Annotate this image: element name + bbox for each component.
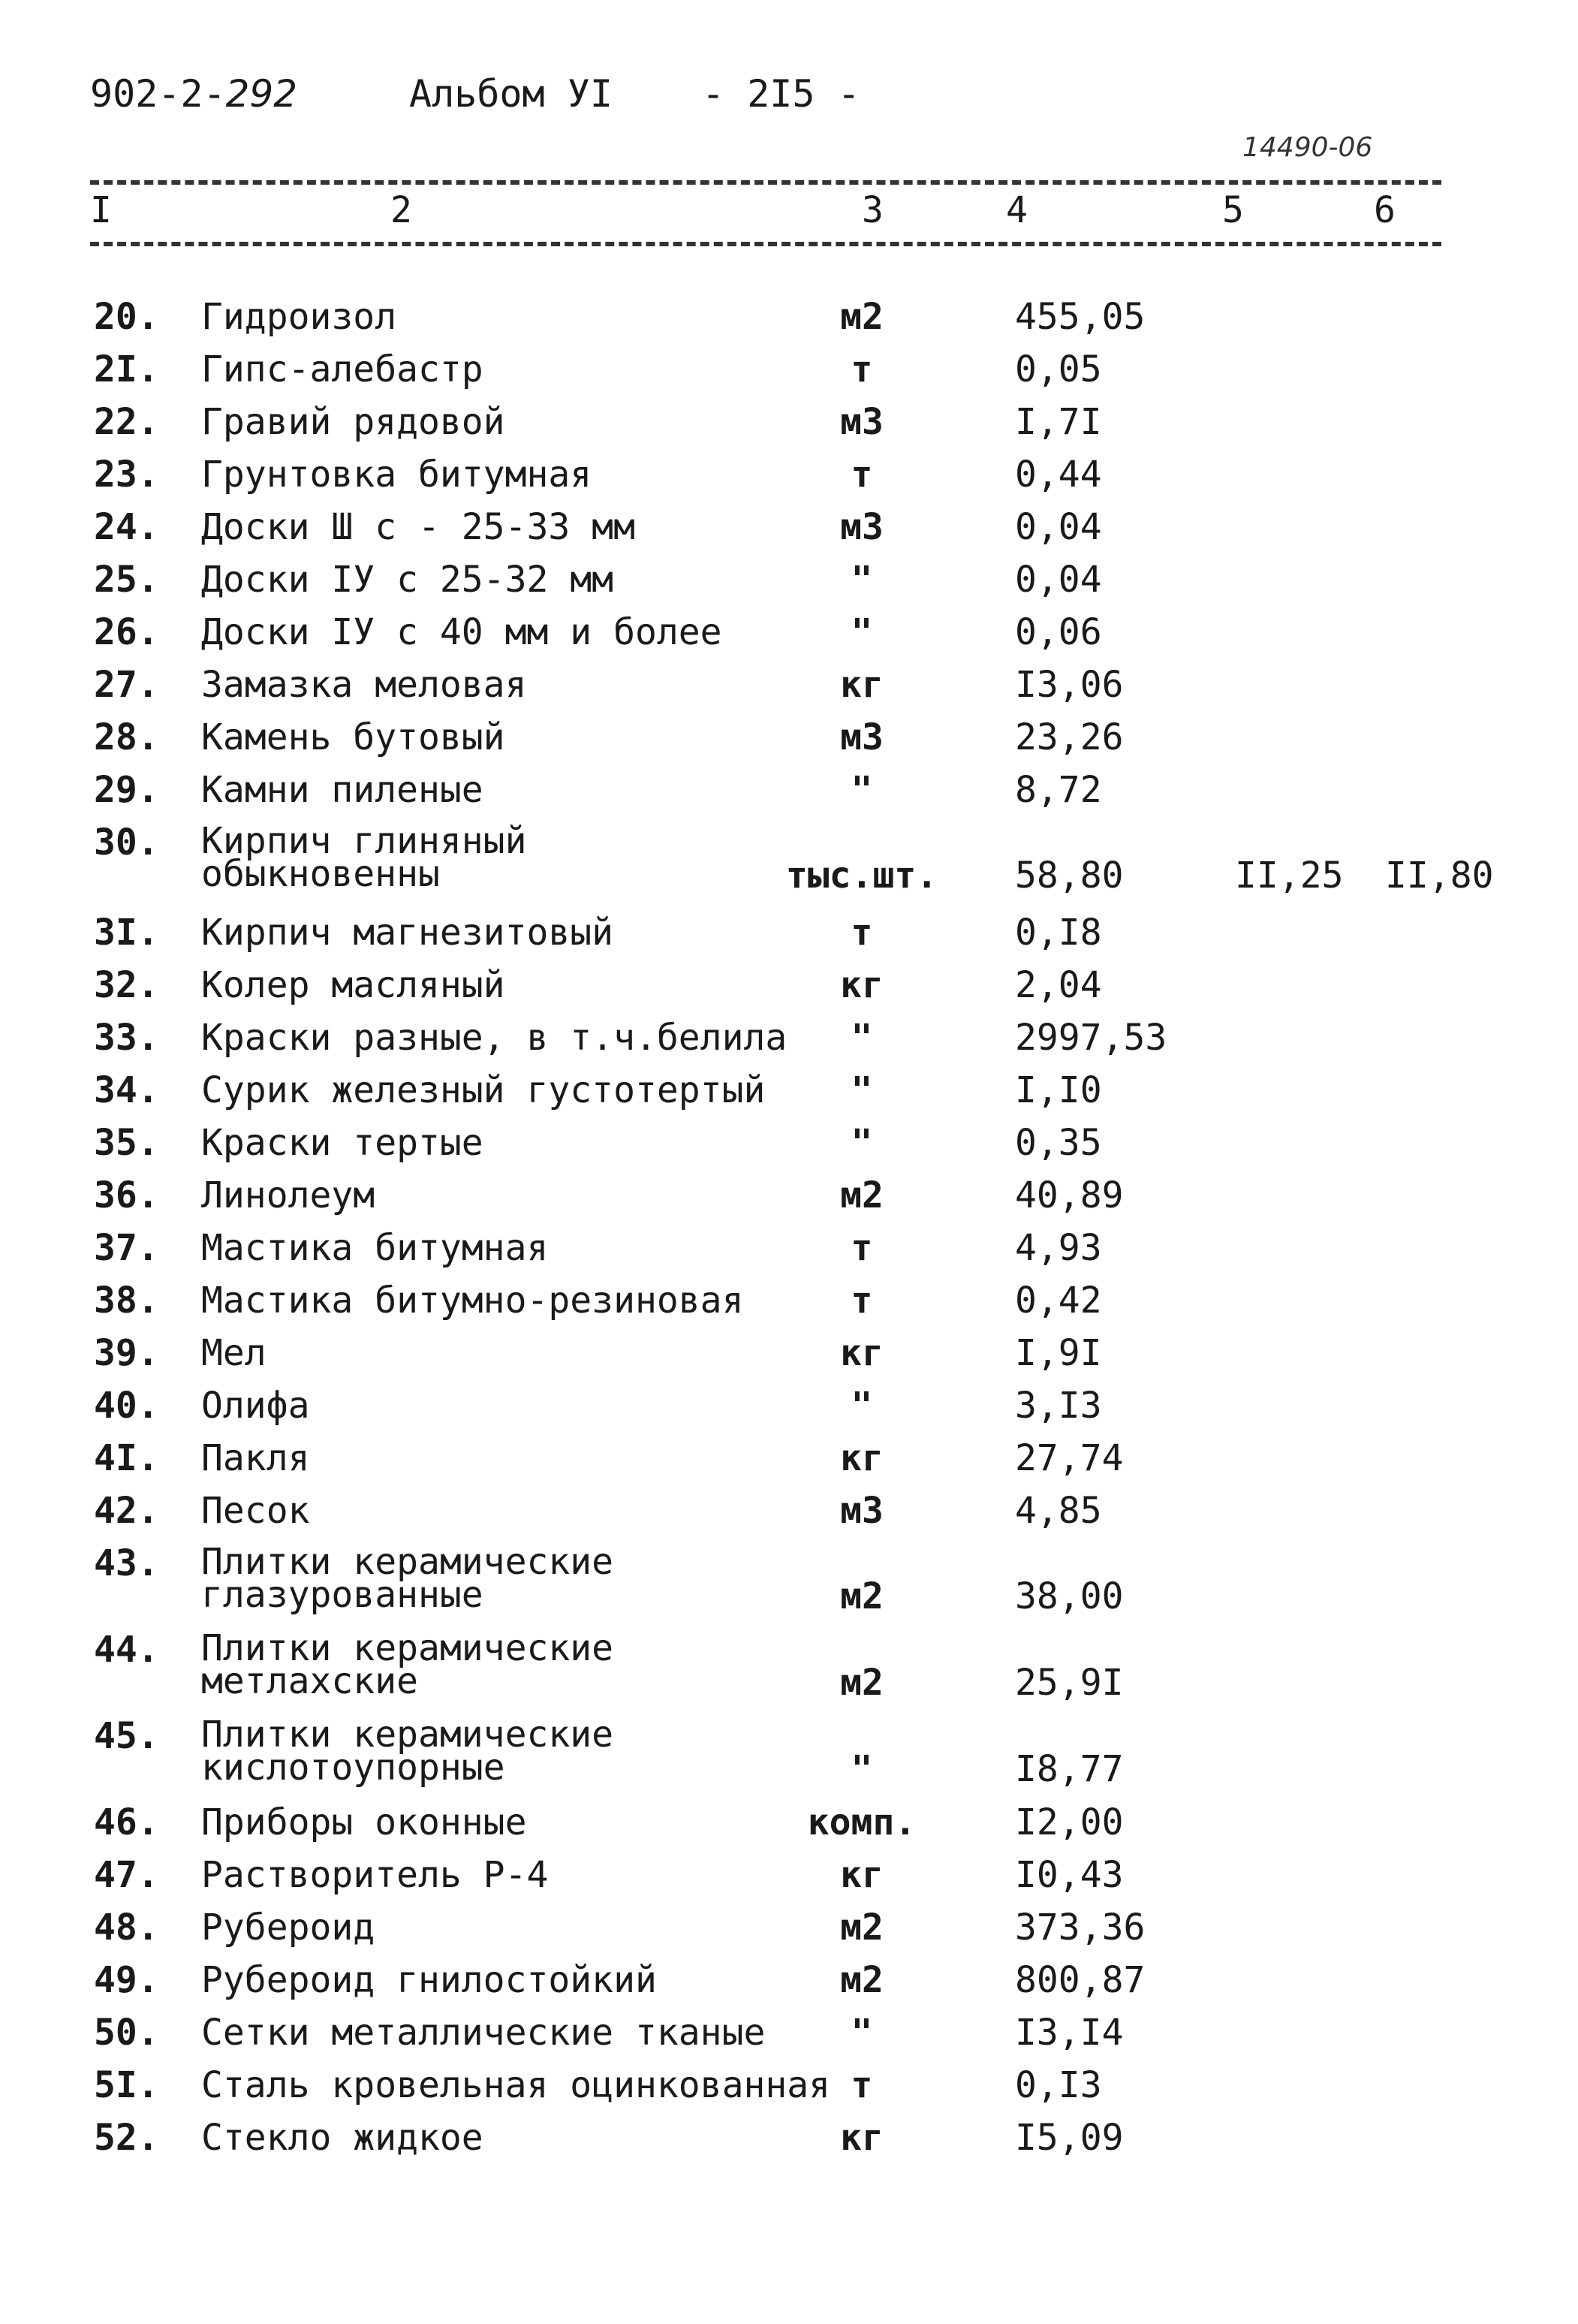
material-name: Мастика битумная: [201, 1227, 549, 1269]
unit: ": [851, 769, 873, 811]
table-top-rule: [90, 180, 1441, 185]
quantity: 3,I3: [1015, 1385, 1102, 1427]
unit: ": [851, 1385, 873, 1427]
quantity: 0,04: [1015, 559, 1102, 601]
quantity: 4,85: [1015, 1490, 1102, 1532]
row-number: 35.: [94, 1122, 159, 1164]
row-number: 25.: [94, 559, 159, 601]
unit: кг: [840, 1854, 884, 1896]
material-name: Доски IУ с 40 мм и более: [201, 611, 722, 653]
unit: м3: [840, 716, 884, 758]
quantity: I3,06: [1015, 664, 1124, 706]
row-number: 49.: [94, 1959, 159, 2001]
column-header-2: 2: [390, 189, 412, 231]
material-name: Доски IУ с 25-32 мм: [201, 559, 614, 601]
quantity: 40,89: [1015, 1174, 1124, 1216]
material-name: Сетки металлические тканые: [201, 2012, 766, 2054]
unit: ": [851, 611, 873, 653]
row-number: 37.: [94, 1227, 159, 1269]
quantity: I,I0: [1015, 1069, 1102, 1111]
material-name: Сурик железный густотертый: [201, 1069, 766, 1111]
table-header-rule: [90, 242, 1441, 246]
material-name: Камень бутовый: [201, 716, 505, 758]
material-name: Рубероид: [201, 1907, 375, 1949]
unit: м3: [840, 401, 884, 443]
quantity: 0,I8: [1015, 912, 1102, 954]
unit: м2: [840, 1662, 884, 1704]
quantity: 0,35: [1015, 1122, 1102, 1164]
row-number: 40.: [94, 1385, 159, 1427]
material-name: Гравий рядовой: [201, 401, 505, 443]
quantity: 800,87: [1015, 1959, 1146, 2001]
unit: м2: [840, 1959, 884, 2001]
quantity: 0,44: [1015, 454, 1102, 496]
row-number: 20.: [94, 296, 159, 338]
row-number: 52.: [94, 2117, 159, 2159]
unit: м3: [840, 506, 884, 548]
material-name: Кирпич магнезитовый: [201, 912, 614, 954]
album-label: Альбом УI: [409, 72, 613, 116]
material-name: Кирпич глиняный обыкновенны: [201, 820, 527, 895]
row-number: 36.: [94, 1174, 159, 1216]
quantity: 455,05: [1015, 296, 1146, 338]
row-number: 43.: [94, 1542, 159, 1584]
unit: м2: [840, 1907, 884, 1949]
row-number: 48.: [94, 1907, 159, 1949]
material-name: Доски Ш с - 25-33 мм: [201, 506, 635, 548]
material-name: Грунтовка битумная: [201, 454, 592, 496]
quantity: I,7I: [1015, 401, 1102, 443]
quantity: 8,72: [1015, 769, 1102, 811]
quantity: I0,43: [1015, 1854, 1124, 1896]
row-number: 39.: [94, 1332, 159, 1374]
column-header-6: 6: [1374, 189, 1396, 231]
quantity: 23,26: [1015, 716, 1124, 758]
row-number: 32.: [94, 964, 159, 1006]
row-number: 38.: [94, 1280, 159, 1322]
material-name: Пакля: [201, 1437, 310, 1479]
material-name: Краски разные, в т.ч.белила: [201, 1017, 787, 1059]
row-number: 2I.: [94, 348, 159, 390]
row-number: 45.: [94, 1715, 159, 1757]
material-name: Краски тертые: [201, 1122, 483, 1164]
material-name: Рубероид гнилостойкий: [201, 1959, 657, 2001]
row-number: 23.: [94, 454, 159, 496]
quantity: I2,00: [1015, 1801, 1124, 1843]
row-number: 33.: [94, 1017, 159, 1059]
row-number: 47.: [94, 1854, 159, 1896]
unit: ": [851, 559, 873, 601]
row-number: 46.: [94, 1801, 159, 1843]
column-header-3: 3: [862, 189, 884, 231]
material-name: Плитки керамические глазурованные: [201, 1541, 614, 1616]
unit: комп.: [807, 1801, 917, 1843]
row-number: 22.: [94, 401, 159, 443]
quantity: I8,77: [1015, 1748, 1124, 1790]
row-number: 30.: [94, 821, 159, 864]
material-name: Гипс-алебастр: [201, 348, 483, 390]
unit: т: [851, 454, 873, 496]
unit: т: [851, 2064, 873, 2106]
quantity: I5,09: [1015, 2117, 1124, 2159]
row-number: 28.: [94, 716, 159, 758]
quantity: 25,9I: [1015, 1662, 1124, 1704]
column-header-1: I: [90, 189, 112, 231]
unit: кг: [840, 1437, 884, 1479]
row-number: 27.: [94, 664, 159, 706]
unit: м3: [840, 1490, 884, 1532]
unit: ": [851, 1122, 873, 1164]
row-number: 42.: [94, 1490, 159, 1532]
quantity: 2,04: [1015, 964, 1102, 1006]
quantity: 373,36: [1015, 1907, 1146, 1949]
material-name: Олифа: [201, 1385, 310, 1427]
material-name: Песок: [201, 1490, 310, 1532]
archive-stamp: 14490-06: [1242, 132, 1373, 163]
material-name: Гидроизол: [201, 296, 397, 338]
unit: кг: [840, 664, 884, 706]
material-name: Плитки керамические метлахские: [201, 1627, 614, 1702]
row-number: 5I.: [94, 2064, 159, 2106]
quantity: 0,06: [1015, 611, 1102, 653]
unit: т: [851, 1227, 873, 1269]
row-number: 3I.: [94, 912, 159, 954]
material-name: Растворитель Р-4: [201, 1854, 549, 1896]
quantity: 4,93: [1015, 1227, 1102, 1269]
quantity: 0,42: [1015, 1280, 1102, 1322]
quantity: I,9I: [1015, 1332, 1102, 1374]
quantity: 58,80: [1015, 855, 1124, 897]
unit: ": [851, 1069, 873, 1111]
material-name: Замазка меловая: [201, 664, 527, 706]
unit: м2: [840, 296, 884, 338]
row-number: 24.: [94, 506, 159, 548]
page-number: - 2I5 -: [702, 72, 860, 116]
quantity: 2997,53: [1015, 1017, 1167, 1059]
unit: кг: [840, 2117, 884, 2159]
row-number: 44.: [94, 1629, 159, 1671]
unit: кг: [840, 1332, 884, 1374]
unit: ": [851, 1748, 873, 1790]
row-number: 50.: [94, 2012, 159, 2054]
quantity: I3,I4: [1015, 2012, 1124, 2054]
unit: ": [851, 2012, 873, 2054]
column-5-value: II,25: [1235, 855, 1344, 897]
material-name: Линолеум: [201, 1174, 375, 1216]
material-name: Плитки керамические кислотоупорные: [201, 1714, 614, 1789]
row-number: 26.: [94, 611, 159, 653]
unit: кг: [840, 964, 884, 1006]
quantity: 0,04: [1015, 506, 1102, 548]
unit: т: [851, 912, 873, 954]
quantity: 38,00: [1015, 1575, 1124, 1617]
unit: м2: [840, 1575, 884, 1617]
material-name: Сталь кровельная оцинкованная: [201, 2064, 831, 2106]
material-name: Колер масляный: [201, 964, 505, 1006]
row-number: 4I.: [94, 1437, 159, 1479]
column-header-4: 4: [1006, 189, 1028, 231]
column-header-5: 5: [1222, 189, 1244, 231]
unit: т: [851, 348, 873, 390]
quantity: 0,05: [1015, 348, 1102, 390]
document-code: 902-2-292: [90, 72, 298, 116]
unit: ": [851, 1017, 873, 1059]
quantity: 0,I3: [1015, 2064, 1102, 2106]
material-name: Камни пиленые: [201, 769, 483, 811]
quantity: 27,74: [1015, 1437, 1124, 1479]
unit: тыс.шт.: [785, 855, 938, 897]
material-name: Приборы оконные: [201, 1801, 527, 1843]
material-name: Стекло жидкое: [201, 2117, 483, 2159]
row-number: 34.: [94, 1069, 159, 1111]
material-name: Мастика битумно-резиновая: [201, 1280, 744, 1322]
unit: м2: [840, 1174, 884, 1216]
unit: т: [851, 1280, 873, 1322]
material-name: Мел: [201, 1332, 267, 1374]
column-6-value: II,80: [1385, 855, 1494, 897]
row-number: 29.: [94, 769, 159, 811]
